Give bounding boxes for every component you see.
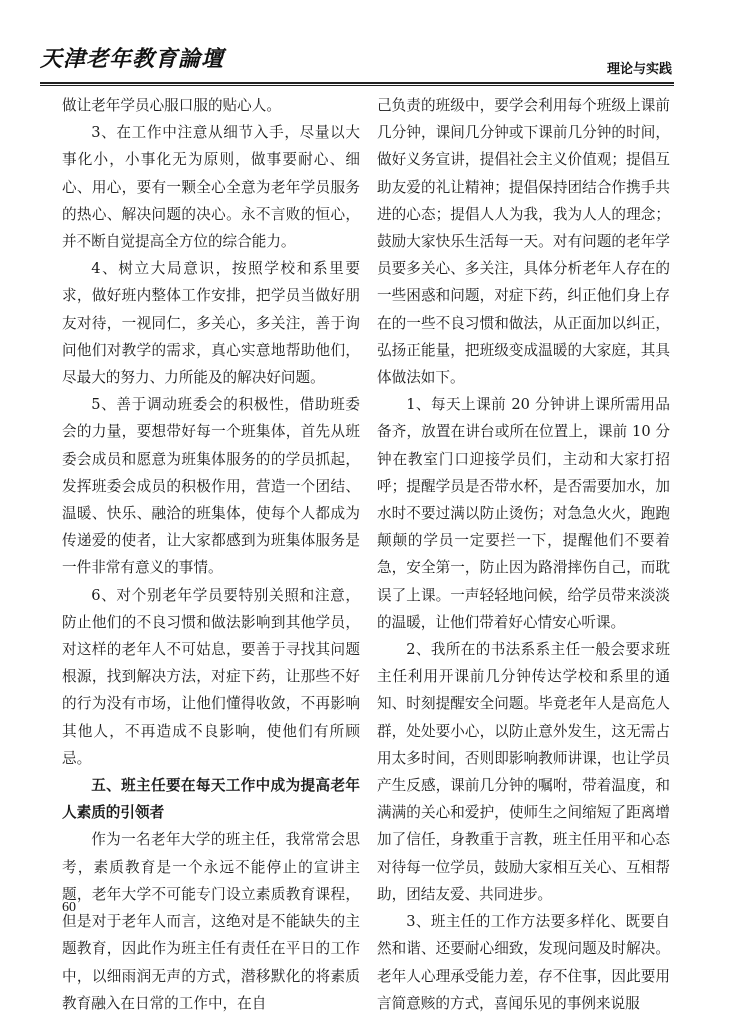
paragraph: 作为一名老年大学的班主任，我常常会思考，素质教育是一个永远不能停止的宣讲主题，老年大学不可能专门设立素质教育课程，但是对于老年人而言，这绝对是不能缺失的主题教育，因此作为班主任有责任在平日的工作中，以细雨润无声的方式，潜移默化的将素质教育融入在日常的工作中，在自 (62, 831, 360, 1012)
journal-logo: 天津老年教育論壇 (40, 46, 225, 72)
section-heading: 五、班主任要在每天工作中成为提高老年人素质的引领者 (62, 777, 360, 822)
page-header (40, 36, 672, 80)
paragraph: 1、每天上课前 20 分钟讲上课所需用品备齐，放置在讲台或所在位置上，课前 10 分钟在教室门口迎接学员们，主动和大家打招呼；提醒学员是否带水杯，是否需要加水，加水时不要过满以防止烫伤；对急急火火，跑跑颠颠的学员一定要拦一下，提醒他们不要着急，安全第一，防止因为路滑摔伤自己，而耽误了上课。一声轻轻地问候，给学员带来淡淡的温暖，让他们带着好心情安心听课。 (377, 396, 670, 631)
paragraph: 6、对个别老年学员要特别关照和注意，防止他们的不良习惯和做法影响到其他学员，对这样的老年人不可姑息，要善于寻找其问题根源，找到解决方法，对症下药，让那些不好的行为没有市场，让他们懂得收敛，不再影响其他人，不再造成不良影响，使他们有所顾忌。 (62, 586, 360, 767)
left-column (62, 92, 360, 1017)
paragraph: 2、我所在的书法系系主任一般会要求班主任利用开课前几分钟传达学校和系里的通知、时刻提醒安全问题。毕竟老年人是高危人群，处处要小心，以防止意外发生，这无需占用太多时间，否则即影响教师讲课，也让学员产生反感，课前几分钟的嘱咐，带着温度，和满满的关心和爱护，使师生之间缩短了距离增加了信任，身教重于言教，班主任用平和心态对待每一位学员，鼓励大家相互关心、互相帮助，团结友爱、共同进步。 (377, 641, 670, 903)
header-rule (40, 82, 674, 84)
header-rule-thin (40, 85, 674, 86)
paragraph: 4、树立大局意识，按照学校和系里要求，做好班内整体工作安排，把学员当做好朋友对待，一视同仁，多关心，多关注，善于询问他们对教学的需求，真心实意地帮助他们，尽最大的努力、力所能及的解决好问题。 (62, 260, 360, 387)
section-title: 理论与实践 (606, 62, 672, 77)
paragraph: 做让老年学员心服口服的贴心人。 (62, 97, 281, 114)
paragraph: 5、善于调动班委会的积极性，借助班委会的力量，要想带好每一个班集体，首先从班委会成员和愿意为班集体服务的的学员抓起，发挥班委会成员的积极作用，营造一个团结、温暖、快乐、融洽的班集体，使每个人都成为传递爱的使者，让大家都感到为班集体服务是一件非常有意义的事情。 (62, 396, 360, 577)
right-column (377, 92, 670, 1017)
paragraph: 3、在工作中注意从细节入手，尽量以大事化小，小事化无为原则，做事要耐心、细心、用心，要有一颗全心全意为老年学员服务的热心、解决问题的决心。永不言败的恒心，并不断自觉提高全方位的综合能力。 (62, 124, 360, 251)
paragraph: 3、班主任的工作方法要多样化、既要自然和谐、还要耐心细致，发现问题及时解决。老年人心理承受能力差，存不住事，因此要用言简意赅的方式，喜闻乐见的事例来说服 (377, 913, 670, 1012)
paragraph: 己负责的班级中，要学会利用每个班级上课前几分钟，课间几分钟或下课前几分钟的时间，做好义务宣讲，提倡社会主义价值观；提倡互助友爱的礼让精神；提倡保持团结合作携手共进的心态；提倡人人为我，我为人人的理念；鼓励大家快乐生活每一天。对有问题的老年学员要多关心、多关注，具体分析老年人存在的一些困惑和问题，对症下药，纠正他们身上存在的一些不良习惯和做法，从正面加以纠正，弘扬正能量，把班级变成温暖的大家庭，其具体做法如下。 (377, 97, 670, 387)
page-number: 60 (62, 900, 76, 915)
